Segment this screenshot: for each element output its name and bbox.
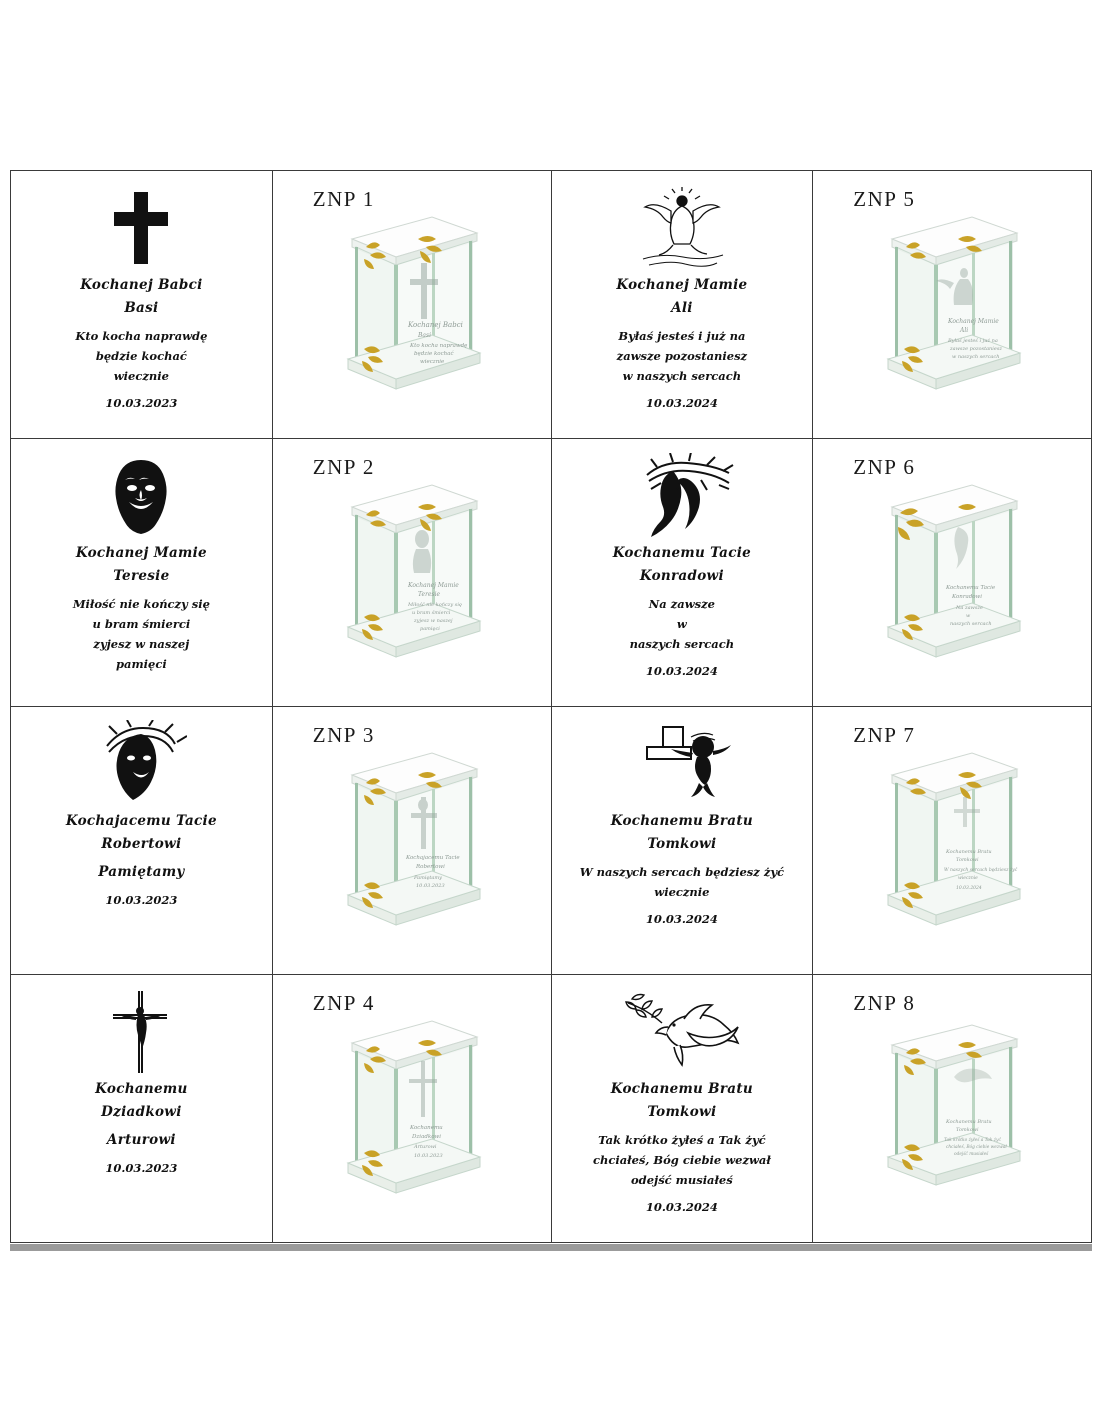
design-cell: [552, 171, 814, 439]
svg-text:wiecznie: wiecznie: [419, 359, 444, 365]
svg-text:Kochajacemu Tacie: Kochajacemu Tacie: [405, 855, 460, 861]
grid-row: [11, 707, 1092, 975]
inscription-date: 10.03.2024: [645, 664, 718, 679]
inscription-name-1: Kochanej Babci: [80, 277, 203, 293]
lantern-image: [322, 1003, 502, 1223]
svg-text:Teresie: Teresie: [417, 591, 440, 598]
product-cell: [813, 439, 1092, 707]
design-cell: [11, 171, 273, 439]
svg-text:Ali: Ali: [960, 327, 969, 334]
inscription-date: 10.03.2023: [105, 892, 178, 907]
engraved-name: Kochanej Babci: [407, 321, 463, 329]
inscription-line: Miłość nie kończy się: [72, 596, 210, 611]
svg-text:zawsze pozostaniesz: zawsze pozostaniesz: [950, 346, 1003, 352]
inscription-name-2: Dziadkowi: [101, 1103, 182, 1120]
inscription-line: Kto kocha naprawdę: [75, 328, 208, 343]
product-cell: [273, 439, 552, 707]
grid-row: [11, 439, 1092, 707]
svg-text:Basi: Basi: [417, 332, 431, 339]
inscription-line: Pamiętamy: [98, 863, 185, 880]
inscription-name-1: Kochanej Mamie: [75, 545, 207, 561]
inscription: [52, 811, 231, 910]
product-code: ZNP 7: [853, 723, 916, 747]
inscription-line: Byłaś jesteś i już na: [618, 328, 746, 343]
svg-text:naszych sercach: naszych sercach: [950, 621, 992, 627]
inscription-name-2: Konradowi: [639, 567, 724, 584]
svg-text:Kochanemu Bratu: Kochanemu Bratu: [946, 1119, 992, 1125]
product-cell: [813, 171, 1092, 439]
svg-text:w naszych sercach: w naszych sercach: [952, 354, 1000, 360]
design-cell: [11, 439, 273, 707]
jesus-crown-thorns-profile-icon: [627, 453, 737, 539]
inscription-line: wiecznie: [654, 884, 710, 899]
inscription-line: wiecznie: [113, 369, 169, 384]
inscription-date: 10.03.2024: [645, 1200, 718, 1215]
svg-text:Kochanemu Tacie: Kochanemu Tacie: [946, 585, 996, 591]
svg-text:w: w: [966, 613, 971, 619]
inscription-line: w naszych sercach: [622, 369, 742, 384]
svg-text:Kochanej Mamie: Kochanej Mamie: [407, 582, 459, 589]
inscription-name-1: Kochanej Mamie: [616, 277, 748, 293]
product-code: ZNP 2: [312, 455, 375, 479]
product-code: ZNP 8: [853, 991, 916, 1015]
svg-text:Kochanemu Bratu: Kochanemu Bratu: [946, 849, 992, 855]
svg-text:10.03.2023: 10.03.2023: [415, 883, 445, 889]
svg-text:Tomkowi: Tomkowi: [956, 1127, 979, 1133]
design-cell: [11, 975, 273, 1243]
svg-text:Dziadkowi: Dziadkowi: [411, 1134, 441, 1140]
svg-text:10.03.2023: 10.03.2023: [413, 1153, 443, 1159]
inscription-line: zyjesz w naszej: [93, 637, 190, 652]
inscription-date: 10.03.2023: [105, 1160, 178, 1175]
design-cell: [552, 439, 814, 707]
svg-text:Konradowi: Konradowi: [952, 594, 983, 600]
inscription-name-1: Kochanemu Tacie: [612, 545, 752, 561]
inscription-line: w: [676, 616, 687, 631]
inscription: [599, 543, 765, 681]
svg-text:Byłaś jesteś i już na: Byłaś jesteś i już na: [948, 338, 998, 344]
inscription-line: Tak krótko żyłeś a Tak żyć: [598, 1132, 766, 1147]
inscription-line: naszych sercach: [629, 637, 735, 652]
svg-text:Arturowi: Arturowi: [413, 1144, 437, 1150]
svg-text:Kto kocha naprawdę: Kto kocha naprawdę: [409, 343, 468, 349]
product-cell: [273, 707, 552, 975]
svg-text:Robertowi: Robertowi: [415, 864, 445, 870]
svg-text:zyjesz w naszej: zyjesz w naszej: [413, 618, 453, 624]
inscription-line: Arturowi: [106, 1131, 176, 1148]
inscription-line: chciałeś, Bóg ciebie wezwał: [592, 1152, 771, 1167]
inscription-name-2: Tomkowi: [647, 1103, 717, 1120]
jesus-crown-thorns-icon: [95, 721, 187, 807]
svg-text:Tak krótko żyłeś a Tak żyć: Tak krótko żyłeś a Tak żyć: [944, 1138, 1002, 1143]
inscription-date: 10.03.2023: [105, 396, 178, 411]
svg-text:pamięci: pamięci: [419, 626, 440, 632]
inscription-line: u bram śmierci: [92, 616, 191, 631]
inscription: [81, 1079, 201, 1178]
inscription-name-1: Kochanemu: [95, 1081, 188, 1097]
product-cell: [273, 171, 552, 439]
svg-text:Kochanej Mamie: Kochanej Mamie: [948, 318, 999, 325]
lantern-image: [322, 735, 502, 955]
product-cell: [273, 975, 552, 1243]
svg-text:wiecznie: wiecznie: [958, 876, 978, 881]
inscription-line: zawsze pozostaniesz: [616, 348, 748, 363]
inscription-name-2: Robertowi: [101, 835, 182, 852]
inscription-line: Na zawsze: [648, 596, 715, 611]
jesus-face-icon: [99, 453, 183, 539]
inscription: [59, 543, 224, 674]
svg-text:odejść musiałeś: odejść musiałeś: [954, 1152, 989, 1157]
lantern-image: [862, 735, 1042, 955]
svg-text:Na zawsze: Na zawsze: [956, 605, 984, 611]
product-code: ZNP 3: [312, 723, 375, 747]
design-cell: [11, 707, 273, 975]
inscription-line: będzie kochać: [95, 348, 187, 363]
product-code: ZNP 6: [853, 455, 916, 479]
inscription: [61, 275, 221, 413]
product-grid: [10, 170, 1092, 1243]
lantern-image: [862, 467, 1042, 687]
svg-text:chciałeś, Bóg ciebie wezwał: chciałeś, Bóg ciebie wezwał: [946, 1145, 1007, 1150]
footer-divider: [10, 1244, 1092, 1251]
inscription: [566, 811, 798, 929]
inscription-line: pamięci: [116, 657, 167, 672]
inscription: [602, 275, 761, 413]
svg-text:będzie kochać: będzie kochać: [413, 351, 454, 357]
inscription-name-2: Ali: [671, 299, 693, 316]
grid-row: [11, 171, 1092, 439]
inscription: [579, 1079, 785, 1217]
grid-row: [11, 975, 1092, 1243]
angel-icon: [637, 185, 727, 271]
svg-text:Kochanemu: Kochanemu: [409, 1125, 443, 1131]
product-code: ZNP 4: [312, 991, 375, 1015]
product-cell: [813, 975, 1092, 1243]
lantern-image: [322, 467, 502, 687]
svg-text:Tomkowi: Tomkowi: [956, 857, 979, 863]
lantern-image: [322, 199, 502, 419]
product-cell: [813, 707, 1092, 975]
svg-text:u bram śmierci: u bram śmierci: [411, 610, 450, 616]
latin-cross-icon: [110, 185, 172, 271]
lantern-image: [862, 1015, 1042, 1215]
svg-text:Miłość nie kończy się: Miłość nie kończy się: [407, 602, 462, 608]
crucifix-icon: [101, 989, 181, 1075]
inscription-date: 10.03.2024: [645, 912, 718, 927]
inscription-date: 10.03.2024: [645, 396, 718, 411]
svg-text:Pamiętamy: Pamiętamy: [413, 875, 442, 881]
inscription-line: odejść musiałeś: [631, 1173, 733, 1188]
inscription-name-2: Basi: [124, 299, 159, 316]
inscription-name-2: Teresie: [113, 567, 170, 584]
product-code: ZNP 1: [312, 187, 375, 211]
dove-olive-branch-icon: [622, 989, 742, 1075]
design-cell: [552, 975, 814, 1243]
svg-text:10.03.2024: 10.03.2024: [956, 886, 982, 891]
crucifix-jesus-icon: [627, 721, 737, 807]
inscription-name-1: Kochanemu Bratu: [610, 813, 753, 829]
inscription-name-1: Kochajacemu Tacie: [65, 813, 217, 829]
product-code: ZNP 5: [853, 187, 916, 211]
lantern-image: [862, 199, 1042, 419]
design-cell: [552, 707, 814, 975]
inscription-line: W naszych sercach będziesz żyć: [579, 864, 785, 879]
inscription-name-2: Tomkowi: [647, 835, 717, 852]
inscription-name-1: Kochanemu Bratu: [610, 1081, 753, 1097]
svg-text:W naszych sercach będziesz żyć: W naszych sercach będziesz żyć: [944, 868, 1018, 873]
